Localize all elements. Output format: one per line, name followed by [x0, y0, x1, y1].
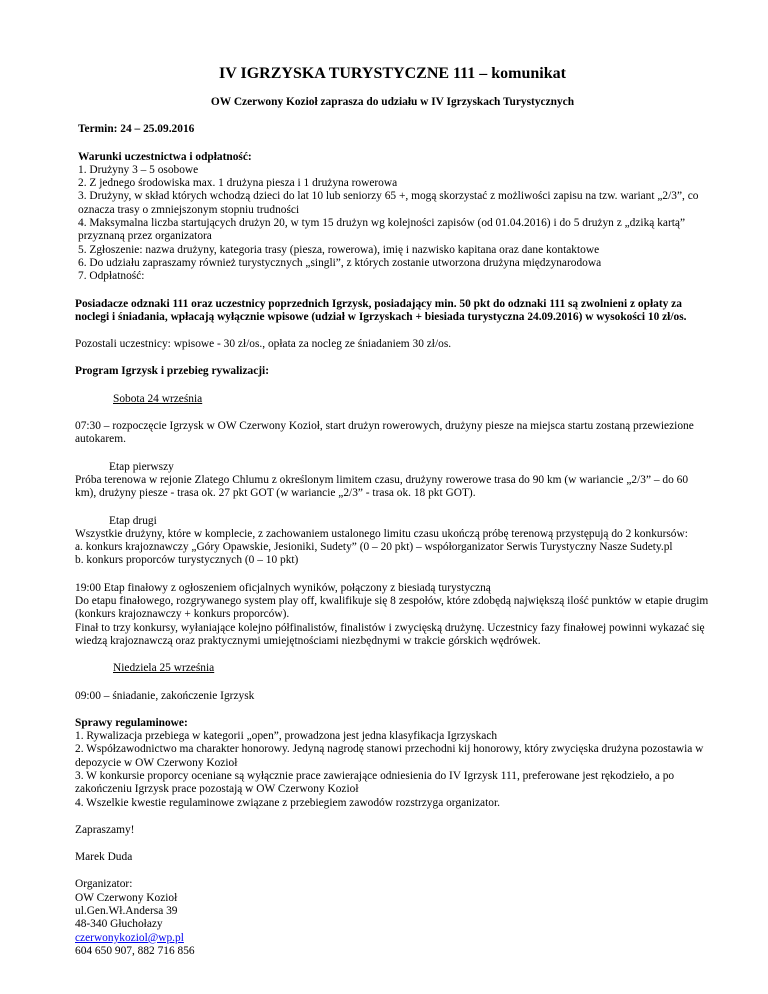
stage-two-contest-b: b. konkurs proporców turystycznych (0 – 10 pkt): [75, 554, 299, 567]
stage-two-text: Wszystkie drużyny, które w komplecie, z zachowaniem ustalonego limitu czasu ukończą próbę terenową przystępują do 2 konkursów:: [75, 527, 688, 540]
start-paragraph: 07:30 – rozpoczęcie Igrzysk w OW Czerwony Kozioł, start drużyn rowerowych, drużyny piesze na miejsca startu zostaną przewiezione autokarem.: [75, 420, 694, 446]
conditions-item: 7. Odpłatność:: [78, 270, 145, 283]
saturday-heading: Sobota 24 września: [113, 392, 203, 405]
conditions-item: 6. Do udziału zapraszamy również turystycznych „singli”, z których zostanie utworzona drużyna międzynarodowa: [78, 256, 602, 269]
sunday-heading: Niedziela 25 września: [113, 662, 215, 675]
organizer-block: [75, 878, 710, 958]
rules-item: 2. Współzawodnictwo ma charakter honorowy. Jedyną nagrodę stanowi przechodni kij honorowy, który zwycięska drużyna pozostawia w depozycie w OW Czerwony Kozioł: [75, 743, 704, 769]
conditions-item: 4. Maksymalna liczba startujących drużyn 20, w tym 15 drużyn wg kolejności zapisów (od 01.04.2016) i do 5 drużyn z „dziką kartą” przyznaną przez organizatora: [78, 217, 686, 243]
document-page: [75, 64, 710, 958]
rules-block: [75, 717, 710, 810]
organizer-city: 48-340 Głuchołazy: [75, 918, 163, 931]
conditions-item: 1. Drużyny 3 – 5 osobowe: [78, 163, 199, 176]
rules-item: 1. Rywalizacja przebiega w kategorii „open”, prowadzona jest jedna klasyfikacja Igrzyskach: [75, 730, 498, 743]
document-subtitle: OW Czerwony Kozioł zaprasza do udziału w IV Igrzyskach Turystycznych: [210, 96, 575, 108]
conditions-heading: Warunki uczestnictwa i odpłatność:: [78, 150, 252, 163]
organizer-name: OW Czerwony Kozioł: [75, 891, 178, 904]
rules-heading: Sprawy regulaminowe:: [75, 716, 188, 729]
stage-one-title: Etap pierwszy: [109, 460, 174, 473]
program-heading: Program Igrzysk i przebieg rywalizacji:: [75, 365, 270, 378]
stage-two-contest-a: a. konkurs krajoznawczy „Góry Opawskie, Jesioniki, Sudety” (0 – 20 pkt) – współorganizator Serwis Turystyczny Nasze Sudety.pl: [75, 541, 673, 554]
fee-members-paragraph: Posiadacze odznaki 111 oraz uczestnicy poprzednich Igrzysk, posiadający min. 50 pkt do odznaki 111 są zwolnieni z opłaty za noclegi i śniadania, wpłacają wyłącznie wpisowe (udział w Igrzyskach + biesiada turystyczna 24.09.2016) w wysokości 10 zł/os.: [75, 297, 687, 323]
signature: Marek Duda: [75, 851, 133, 864]
conditions-item: 2. Z jednego środowiska max. 1 drużyna piesza i 1 drużyna rowerowa: [78, 177, 398, 190]
final-stage-block: [75, 582, 710, 648]
conditions-item: 5. Zgłoszenie: nazwa drużyny, kategoria trasy (piesza, rowerowa), imię i nazwisko kapitana oraz dane kontaktowe: [78, 243, 600, 256]
final-stage-line: Finał to trzy konkursy, wyłaniające kolejno półfinalistów, finalistów i zwycięską drużynę. Uczestnicy fazy finałowej powinni wykazać się wiedzą krajoznawczą oraz praktycznymi umiejętnościami niezbędnymi w trakcie górskich wędrówek.: [75, 621, 705, 647]
closing-text: Zapraszamy!: [75, 823, 135, 836]
fee-others-paragraph: Pozostali uczestnicy: wpisowe - 30 zł/os., opłata za nocleg ze śniadaniem 30 zł/os.: [75, 338, 452, 351]
conditions-item: 3. Drużyny, w skład których wchodzą dzieci do lat 10 lub seniorzy 65 +, mogą skorzystać z możliwości zapisu na tzw. wariant „2/3”, co oznacza trasy o zmniejszonym stopniu trudności: [78, 190, 699, 216]
conditions-list: [78, 164, 710, 284]
document-title: IV IGRZYSKA TURYSTYCZNE 111 – komunikat: [219, 65, 566, 82]
rules-item: 4. Wszelkie kwestie regulaminowe związane z przebiegiem zawodów rozstrzyga organizator.: [75, 796, 500, 809]
stage-two-title: Etap drugi: [109, 514, 157, 527]
stage-two-block: [75, 528, 710, 568]
organizer-label: Organizator:: [75, 878, 133, 891]
sunday-paragraph: 09:00 – śniadanie, zakończenie Igrzysk: [75, 689, 255, 702]
organizer-email-link[interactable]: czerwonykoziol@wp.pl: [75, 931, 184, 944]
event-term: Termin: 24 – 25.09.2016: [78, 123, 195, 136]
stage-one-text: Próba terenowa w rejonie Zlatego Chlumu z określonym limitem czasu, drużyny rowerowe trasa do 90 km (w wariancie „2/3” – do 60 km), drużyny piesze - trasa ok. 27 pkt GOT (w wariancie „2/3” - trasa ok. 18 pkt GOT).: [75, 473, 689, 500]
final-stage-line: 19:00 Etap finałowy z ogłoszeniem oficjalnych wyników, połączony z biesiadą turystyczną: [75, 581, 491, 594]
organizer-phones: 604 650 907, 882 716 856: [75, 944, 195, 957]
final-stage-line: Do etapu finałowego, rozgrywanego system play off, kwalifikuje się 8 zespołów, które zdobędą największą ilość punktów w etapie drugim (konkurs krajoznawczy + konkurs proporców).: [75, 595, 709, 621]
organizer-street: ul.Gen.Wł.Andersa 39: [75, 905, 178, 918]
rules-item: 3. W konkursie proporcy oceniane są wyłącznie prace zawierające odniesienia do IV Igrzysk 111, preferowane jest rękodzieło, a po zakończeniu Igrzysk prace pozostają w OW Czerwony Kozioł: [75, 769, 675, 796]
